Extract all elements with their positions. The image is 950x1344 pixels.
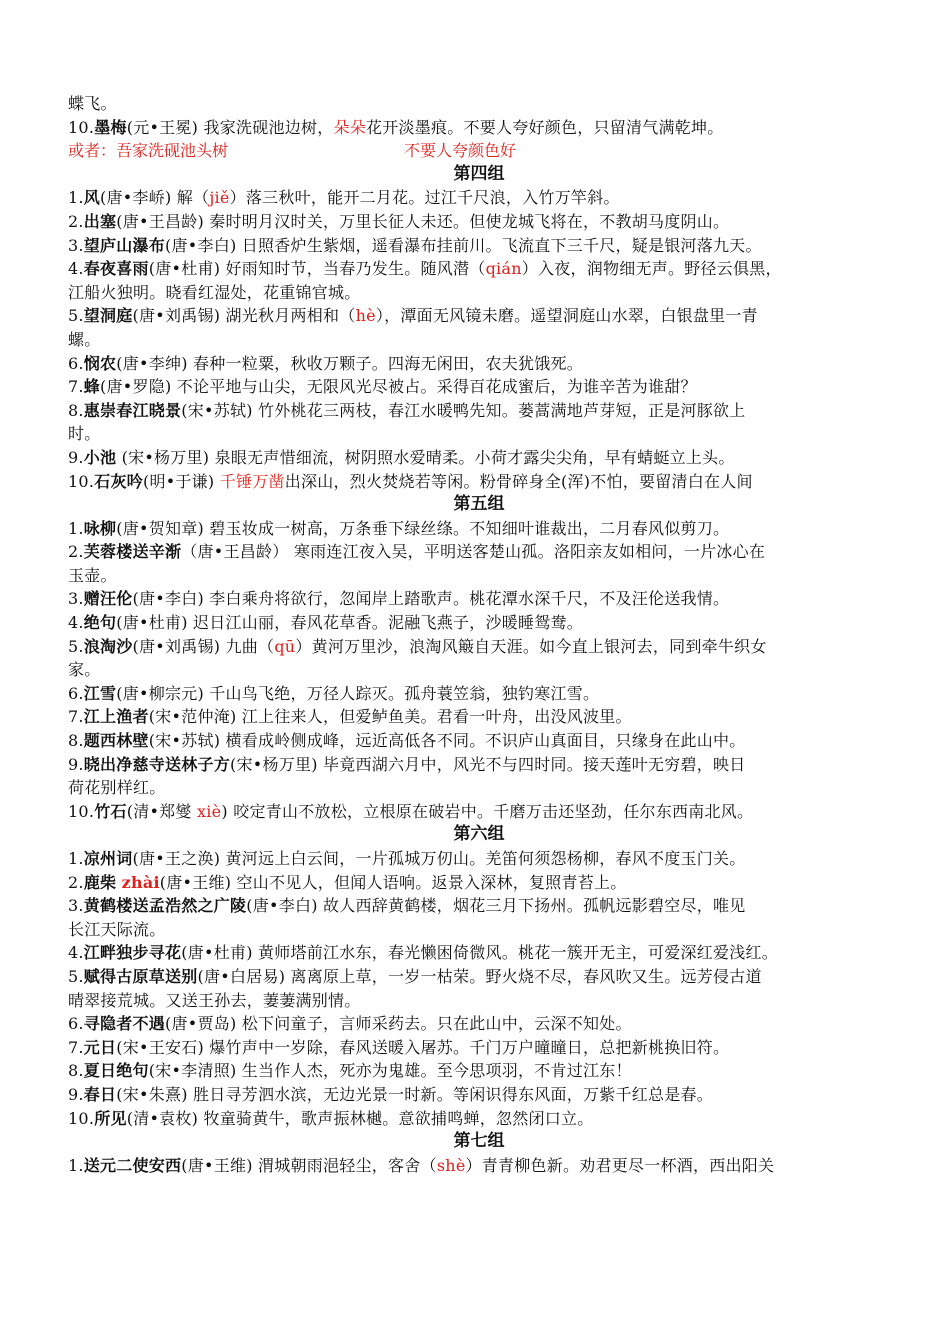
poem-number: 9.: [68, 447, 84, 467]
poem-text: 毕竟西湖六月中，风光不与四时同。接天莲叶无穷碧，映日: [317, 754, 746, 774]
poem-number: 9.: [68, 754, 84, 774]
poem-title: 赋得古原草送别: [83, 966, 198, 986]
poem-title: 黄鹤楼送孟浩然之广陵: [83, 896, 247, 916]
poem-author: (宋•朱熹): [116, 1084, 188, 1104]
poem-line: [68, 304, 890, 328]
poem-line: [68, 1012, 890, 1036]
poem-text-rest: (唐•王维) 空山不见人，但闻人语响。返景入深林，复照青苔上。: [159, 872, 627, 892]
poem-text: 泉眼无声惜细流，树阴照水爱晴柔。小荷才露尖尖角，早有蜻蜓立上头。: [209, 447, 735, 467]
highlight-text: qū: [274, 636, 296, 656]
poem-line: [68, 399, 890, 423]
poem-number: 5.: [68, 966, 84, 986]
poem-title: 绝句: [83, 613, 117, 633]
poem-text: 牧童骑黄牛，歌声振林樾。意欲捕鸣蝉，忽然闭口立。: [198, 1108, 594, 1128]
poem-author: (宋•苏轼): [148, 731, 221, 751]
poem-author: (唐•杜甫): [181, 943, 253, 963]
poem-number: 5.: [68, 306, 84, 326]
poem-title: 小池: [83, 447, 117, 467]
poem-line: [68, 470, 890, 494]
poem-text: 竹外桃花三两枝，春江水暖鸭先知。蒌蒿满地芦芽短，正是河豚欲上: [252, 400, 746, 420]
poem-text-rest: ）黄河万里沙，浪淘风簸自天涯。如今直上银河去，同到牵牛织女: [295, 636, 767, 656]
poem-text: 湖光秋月两相和（: [220, 306, 356, 326]
group-heading: 第七组: [453, 1131, 505, 1152]
poem-text: 不论平地与山尖，无限风光尽被占。采得百花成蜜后，为谁辛苦为谁甜？: [171, 377, 697, 397]
variant-note: [68, 139, 890, 163]
poem-number: 2.: [68, 542, 84, 562]
poem-text: 秦时明月汉时关，万里长征人未还。但使龙城飞将在，不教胡马度阴山。: [203, 211, 730, 231]
poem-line: [68, 729, 890, 753]
highlight-text: jiě: [209, 188, 230, 208]
poem-author: (唐•白居易): [197, 966, 286, 986]
poem-author: (清•袁枚): [126, 1108, 199, 1128]
poem-author: (唐•柳宗元): [116, 683, 204, 703]
poem-text: 黄师塔前江水东，春光懒困倚微风。桃花一簇开无主，可爱深红爱浅红。: [252, 943, 779, 963]
poem-line: [68, 941, 890, 965]
poem-author: (宋•王安石): [116, 1037, 204, 1057]
poem-author: (宋•李清照): [148, 1061, 237, 1081]
poem-line: [68, 186, 890, 210]
poem-text: 横看成岭侧成峰，远近高低各不同。不识庐山真面目，只缘身在此山中。: [220, 731, 746, 751]
poem-line: [68, 116, 890, 140]
poem-author: (唐•杜甫): [116, 613, 188, 633]
poem-author: (宋•杨万里): [230, 754, 318, 774]
poem-title: 望洞庭: [83, 306, 133, 326]
poem-title: 江上渔者: [83, 707, 149, 727]
poem-line: [68, 965, 890, 989]
poem-line: [68, 871, 890, 895]
poem-author: (唐•王维): [181, 1155, 253, 1175]
poem-continuation: 江船火独明。晓看红湿处，花重锦官城。: [68, 282, 361, 302]
poem-author: (唐•罗隐): [100, 377, 172, 397]
poem-text: 离离原上草，一岁一枯荣。野火烧不尽，春风吹又生。远芳侵古道: [285, 966, 762, 986]
poem-number: 7.: [68, 1037, 84, 1057]
poem-number: 1.: [68, 518, 84, 538]
poem-continuation: 玉壶。: [68, 565, 117, 585]
poem-number: 4.: [68, 259, 84, 279]
poem-title: 元日: [83, 1037, 117, 1057]
group-heading: 第六组: [453, 824, 505, 845]
poem-author: (宋•杨万里): [116, 447, 210, 467]
poem-title: 鹿柴: [83, 872, 117, 892]
poem-line: [68, 257, 890, 281]
poem-number: 10.: [68, 1108, 95, 1128]
poem-line: [68, 705, 890, 729]
poem-author: (唐•李白): [165, 235, 237, 255]
poem-number: 8.: [68, 731, 84, 751]
poem-author: (明•于谦): [142, 471, 215, 491]
poem-title: 寻隐者不遇: [83, 1014, 166, 1034]
poem-number: 10.: [68, 801, 95, 821]
poem-number: 1.: [68, 1155, 84, 1175]
poem-continuation: 螺。: [68, 329, 101, 349]
poem-author: (唐•刘禹锡): [132, 306, 221, 326]
poem-title: 所见: [94, 1108, 127, 1128]
poem-text-rest: ）入夜，润物细无声。野径云俱黑，: [521, 259, 782, 279]
poem-text: 故人西辞黄鹤楼，烟花三月下扬州。孤帆远影碧空尽，唯见: [317, 896, 746, 916]
poem-title: 题西林壁: [83, 731, 149, 751]
poem-text: 江上往来人，但爱鲈鱼美。君看一叶舟，出没风波里。: [236, 707, 632, 727]
poem-author: (宋•范仲淹): [148, 707, 237, 727]
poem-text: 松下问童子，言师采药去。只在此山中，云深不知处。: [236, 1014, 632, 1034]
variant-note-a: 或者：吾家洗砚池头树: [68, 141, 229, 161]
highlight-text: 千锤万凿: [219, 471, 285, 491]
poem-author: (唐•贺知章): [116, 518, 204, 538]
poem-line: [68, 635, 890, 659]
title-pinyin: zhài: [121, 872, 160, 892]
poem-continuation: 晴翠接荒城。又送王孙去，萋萋满别情。: [68, 990, 361, 1010]
poem-author: (唐•贾岛): [165, 1014, 237, 1034]
poem-number: 2.: [68, 211, 84, 231]
poem-author: (唐•李白): [132, 589, 204, 609]
poem-line: [68, 517, 890, 541]
poem-author: (清•郑燮: [126, 801, 197, 821]
poem-number: 4.: [68, 943, 84, 963]
poem-author: （唐•王昌龄）: [181, 542, 289, 562]
poem-line: [68, 587, 890, 611]
poem-title: 江畔独步寻花: [83, 943, 182, 963]
poem-text-rest: 出深山，烈火焚烧若等闲。粉骨碎身全(浑)不怕，要留清白在人间: [284, 471, 753, 491]
poem-number: 6.: [68, 683, 84, 703]
poem-number: 7.: [68, 707, 84, 727]
poem-line: [68, 1083, 890, 1107]
poem-text-rest: ）落三秋叶，能开二月花。过江千尺浪，入竹万竿斜。: [229, 188, 620, 208]
poem-author: (唐•李白): [246, 896, 318, 916]
poem-text: 胜日寻芳泗水滨，无边光景一时新。等闲识得东风面，万紫千红总是春。: [187, 1084, 714, 1104]
poem-number: 3.: [68, 589, 84, 609]
variant-note-b: 不要人夸颜色好: [404, 141, 517, 161]
poem-author: (唐•杜甫): [148, 259, 221, 279]
poem-number: 10.: [68, 471, 95, 491]
poem-line: [68, 894, 890, 918]
poem-line: [68, 540, 890, 564]
poem-text: 解（: [171, 188, 210, 208]
poem-title: 惠崇春江晓景: [83, 400, 182, 420]
poem-line: [68, 753, 890, 777]
poem-author: (唐•刘禹锡): [132, 636, 221, 656]
poem-number: 6.: [68, 353, 84, 373]
poem-number: 8.: [68, 1061, 84, 1081]
poem-line: [68, 682, 890, 706]
poem-number: 1.: [68, 188, 84, 208]
poem-title: 咏柳: [83, 518, 117, 538]
poem-number: 8.: [68, 400, 84, 420]
poem-line: [68, 1059, 890, 1083]
poem-title: 望庐山瀑布: [83, 235, 166, 255]
poem-continuation: 时。: [68, 424, 101, 444]
poem-continuation: 蝶飞。: [68, 94, 117, 113]
poem-line: [68, 800, 890, 824]
poem-line: [68, 1036, 890, 1060]
poem-title: 凉州词: [83, 849, 133, 868]
poem-text: 李白乘舟将欲行，忽闻岸上踏歌声。桃花潭水深千尺，不及汪伦送我情。: [203, 589, 730, 609]
poem-line: [68, 210, 890, 234]
poem-text: 春种一粒粟，秋收万颗子。四海无闲田，农夫犹饿死。: [187, 353, 584, 373]
poem-author: (唐•王昌龄): [116, 211, 204, 231]
poem-line: [68, 234, 890, 258]
poem-text: 千山鸟飞绝，万径人踪灭。孤舟蓑笠翁，独钓寒江雪。: [203, 683, 600, 703]
poem-author: (唐•李峤): [100, 188, 172, 208]
poem-text-rest: ) 咬定青山不放松，立根原在破岩中。千磨万击还坚劲，任尔东西南北风。: [221, 801, 754, 821]
poem-continuation: 长江天际流。: [68, 919, 166, 939]
highlight-text: qián: [485, 259, 522, 279]
highlight-text: hè: [355, 306, 376, 326]
poem-author: (唐•李绅): [116, 353, 188, 373]
poem-text: 寒雨连江夜入吴，平明送客楚山孤。洛阳亲友如相问，一片冰心在: [288, 542, 766, 562]
poem-number: 2.: [68, 872, 84, 892]
poem-line: [68, 847, 890, 871]
poem-number: 9.: [68, 1084, 84, 1104]
poem-continuation: 荷花别样红。: [68, 778, 166, 798]
poem-text: 好雨知时节，当春乃发生。随风潜（: [220, 259, 486, 279]
group-heading: 第五组: [453, 494, 505, 515]
poem-number: 4.: [68, 613, 84, 633]
poem-line: [68, 1107, 890, 1131]
poem-number: 10.: [68, 117, 95, 137]
poem-line: [68, 446, 890, 470]
poem-number: 3.: [68, 896, 84, 916]
poem-title: 春日: [83, 1084, 117, 1104]
highlight-text: shè: [436, 1155, 466, 1175]
poem-title: 芙蓉楼送辛渐: [83, 542, 182, 562]
poem-title: 春夜喜雨: [83, 259, 149, 279]
poem-title: 蜂: [83, 377, 101, 397]
poem-author: (宋•苏轼): [181, 400, 253, 420]
poem-title: 江雪: [83, 683, 117, 703]
poem-text: 生当作人杰，死亦为鬼雄。至今思项羽，不肯过江东！: [236, 1061, 632, 1081]
poem-text-rest: 花开淡墨痕。不要人夸好颜色，只留清气满乾坤。: [366, 117, 724, 137]
poem-title: 风: [83, 188, 101, 208]
poem-text-rest: ），潭面无风镜未磨。遥望洞庭山水翠，白银盘里一青: [375, 306, 758, 326]
poem-line: [68, 611, 890, 635]
poem-title: 送元二使安西: [83, 1155, 182, 1175]
poem-number: 5.: [68, 636, 84, 656]
poem-text-rest: ）青青柳色新。劝君更尽一杯酒，西出阳关: [465, 1155, 775, 1175]
poem-author: (元•王冕): [126, 117, 199, 137]
poem-text: 日照香炉生紫烟，遥看瀑布挂前川。飞流直下三千尺，疑是银河落九天。: [236, 235, 762, 255]
poem-number: 1.: [68, 849, 84, 868]
poem-text: 我家洗砚池边树，: [198, 117, 334, 137]
poem-title: 赠汪伦: [83, 589, 133, 609]
poem-title: 浪淘沙: [83, 636, 133, 656]
group-heading: 第四组: [453, 163, 505, 184]
poem-title: 夏日绝句: [83, 1061, 149, 1081]
poem-line: [68, 1154, 890, 1178]
poem-text: 碧玉妆成一树高，万条垂下绿丝绦。不知细叶谁裁出，二月春风似剪刀。: [203, 518, 730, 538]
highlight-text: xiè: [197, 801, 222, 821]
poem-title: 石灰吟: [94, 471, 143, 491]
poem-number: 3.: [68, 235, 84, 255]
poem-author: (唐•王之涣): [132, 849, 221, 868]
poem-text: 迟日江山丽，春风花草香。泥融飞燕子，沙暖睡鸳鸯。: [187, 613, 584, 633]
poem-text: 渭城朝雨浥轻尘，客舍（: [252, 1155, 437, 1175]
poem-number: 7.: [68, 377, 84, 397]
poem-title: 出塞: [83, 211, 117, 231]
poem-text: 九曲（: [220, 636, 275, 656]
poem-line: [68, 375, 890, 399]
highlight-text: 朵朵: [333, 117, 367, 137]
poem-line: [68, 352, 890, 376]
poem-title: 竹石: [94, 801, 127, 821]
poem-title: 悯农: [83, 353, 117, 373]
poem-text: 黄河远上白云间，一片孤城万仞山。羌笛何须怨杨柳，春风不度玉门关。: [220, 849, 746, 868]
poem-text: 爆竹声中一岁除，春风送暖入屠苏。千门万户曈曈日，总把新桃换旧符。: [203, 1037, 730, 1057]
poem-number: 6.: [68, 1014, 84, 1034]
poem-continuation: 家。: [68, 660, 101, 680]
poem-title: 墨梅: [94, 117, 127, 137]
poem-title: 晓出净慈寺送林子方: [83, 754, 231, 774]
